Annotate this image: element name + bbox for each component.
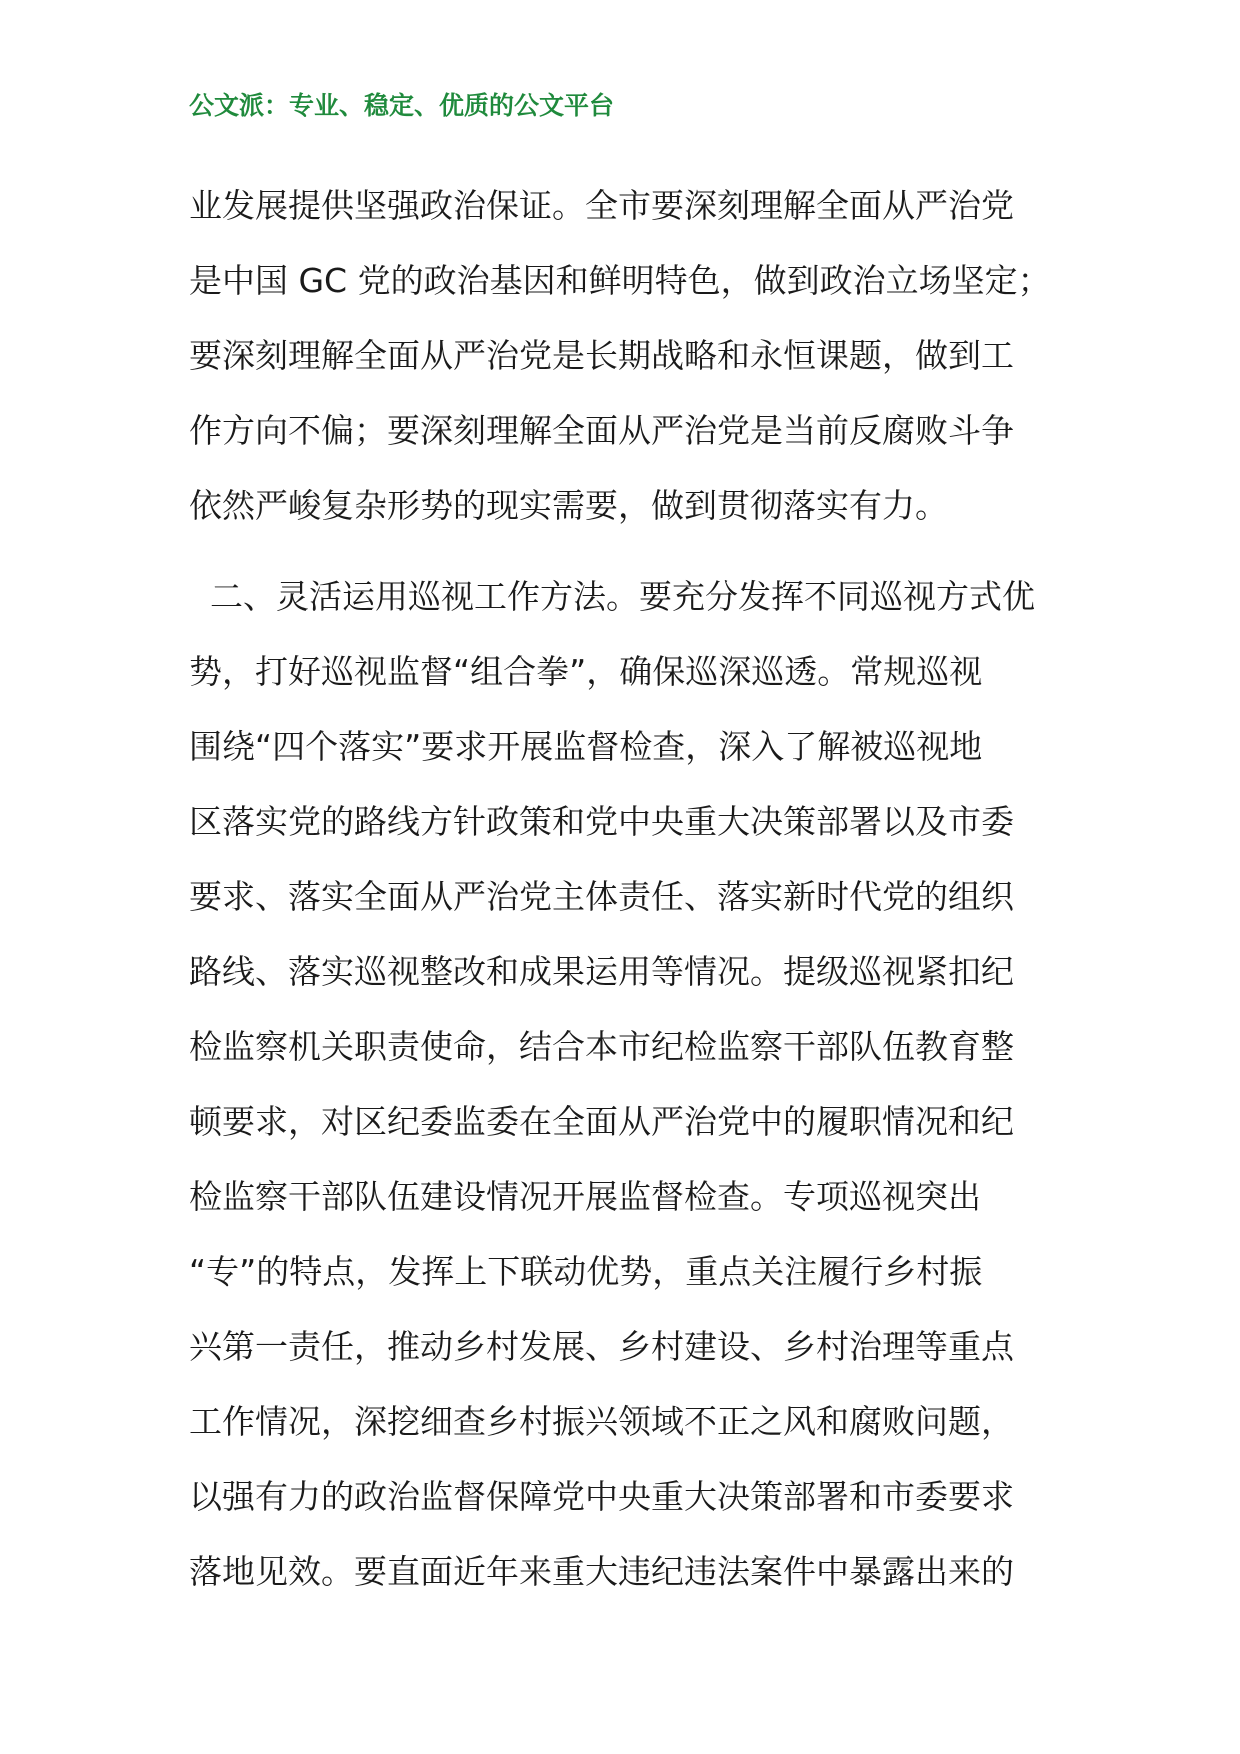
text-line: 工作情况，深挖细查乡村振兴领域不正之风和腐败问题，: [189, 1402, 1014, 1441]
document-body: [189, 168, 1059, 1609]
text-line: “专”的特点，发挥上下联动优势，重点关注履行乡村振: [189, 1252, 983, 1291]
text-line: 要求、落实全面从严治党主体责任、落实新时代党的组织: [189, 877, 1014, 916]
text-line: 落地见效。要直面近年来重大违纪违法案件中暴露出来的: [189, 1552, 1014, 1591]
text-line: 是中国 GC 党的政治基因和鲜明特色，做到政治立场坚定；: [189, 261, 1051, 300]
text-line: 要深刻理解全面从严治党是长期战略和永恒课题，做到工: [189, 336, 1014, 375]
paragraph-2: [189, 559, 1059, 1609]
text-line: 二、灵活运用巡视工作方法。要充分发挥不同巡视方式优: [189, 577, 1035, 616]
text-line: 势，打好巡视监督“组合拳”，确保巡深巡透。常规巡视: [189, 652, 983, 691]
text-line: 作方向不偏；要深刻理解全面从严治党是当前反腐败斗争: [189, 411, 1014, 450]
text-line: 路线、落实巡视整改和成果运用等情况。提级巡视紧扣纪: [189, 952, 1014, 991]
text-line: 依然严峻复杂形势的现实需要，做到贯彻落实有力。: [189, 486, 948, 525]
text-line: 检监察机关职责使命，结合本市纪检监察干部队伍教育整: [189, 1027, 1014, 1066]
paragraph-1: [189, 168, 1059, 543]
text-line: 顿要求，对区纪委监委在全面从严治党中的履职情况和纪: [189, 1102, 1014, 1141]
text-line: 以强有力的政治监督保障党中央重大决策部署和市委要求: [189, 1477, 1014, 1516]
page-header: 公文派：专业、稳定、优质的公文平台: [189, 91, 615, 120]
text-line: 围绕“四个落实”要求开展监督检查，深入了解被巡视地: [189, 727, 983, 766]
text-line: 业发展提供坚强政治保证。全市要深刻理解全面从严治党: [189, 186, 1014, 225]
text-line: 检监察干部队伍建设情况开展监督检查。专项巡视突出: [189, 1177, 981, 1216]
text-line: 兴第一责任，推动乡村发展、乡村建设、乡村治理等重点: [189, 1327, 1014, 1366]
text-line: 区落实党的路线方针政策和党中央重大决策部署以及市委: [189, 802, 1014, 841]
